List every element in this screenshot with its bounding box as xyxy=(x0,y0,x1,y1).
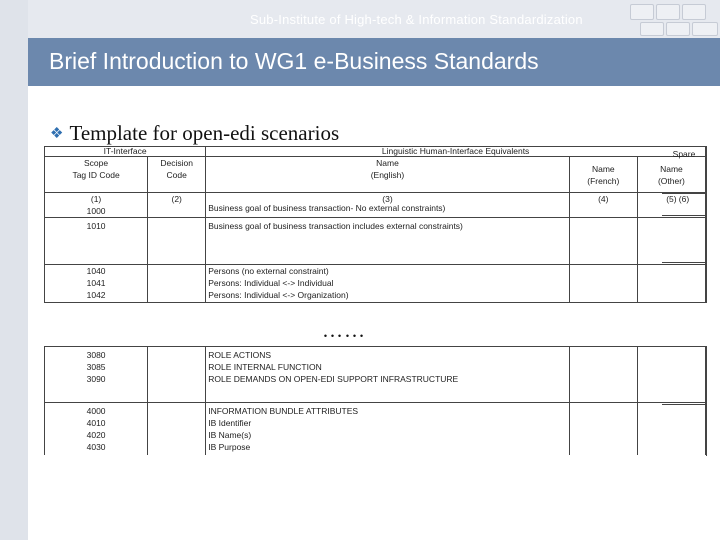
code-cell: 3080 3085 3090 xyxy=(45,347,148,403)
table-row xyxy=(45,193,706,218)
bullet-heading xyxy=(50,121,339,146)
table-subheader-row xyxy=(45,157,706,193)
table-row xyxy=(45,403,706,455)
name-english-header: Name (English) xyxy=(206,157,570,193)
bullet-text: Template for open-edi scenarios xyxy=(69,121,340,145)
french-cell xyxy=(569,265,637,303)
english-cell: Persons (no external constraint) Persons: Individual <-> Individual Persons: Individual <-> Organization) xyxy=(206,265,570,303)
english-cell: Business goal of business transaction includes external constraints) xyxy=(206,218,570,265)
table-row xyxy=(45,265,706,303)
decision-header: Decision Code xyxy=(148,157,206,193)
scenario-template-table xyxy=(44,146,706,303)
decision-cell xyxy=(148,403,206,455)
institute-name: Sub-Institute of High-tech & Information Standardization xyxy=(250,12,583,27)
it-interface-header: IT-Interface xyxy=(45,147,206,157)
spare-header: Spare xyxy=(672,149,696,159)
spare-column-continued xyxy=(662,346,707,456)
slide-title: Brief Introduction to WG1 e-Business Standards xyxy=(49,48,539,74)
french-cell xyxy=(569,403,637,455)
code-cell: 1040 1041 1042 xyxy=(45,265,148,303)
name-french-header: Name (French) xyxy=(569,157,637,193)
left-side-bar xyxy=(0,0,28,540)
other-cell: (5) xyxy=(637,193,705,218)
table-header-row xyxy=(45,147,706,157)
scenario-template-table-continued xyxy=(44,346,706,455)
code-cell: 1010 xyxy=(45,218,148,265)
name-other-header: Name (Other) xyxy=(637,157,705,193)
spare-number: (6) xyxy=(678,194,690,204)
scope-header: Scope Tag ID Code xyxy=(45,157,148,193)
english-cell: (3) Business goal of business transaction- No external constraints) xyxy=(206,193,570,218)
english-cell: ROLE ACTIONS ROLE INTERNAL FUNCTION ROLE DEMANDS ON OPEN-EDI SUPPORT INFRASTRUCTURE xyxy=(206,347,570,403)
diamond-bullet-icon: ❖ xyxy=(50,126,64,142)
french-cell xyxy=(569,218,637,265)
table-row xyxy=(45,347,706,403)
english-cell: INFORMATION BUNDLE ATTRIBUTES IB Identifier IB Name(s) IB Purpose xyxy=(206,403,570,455)
decision-cell xyxy=(148,265,206,303)
decision-cell: (2) xyxy=(148,193,206,218)
code-cell: (1) 1000 xyxy=(45,193,148,218)
decision-cell xyxy=(148,347,206,403)
french-cell xyxy=(569,347,637,403)
linguistic-header: Linguistic Human-Interface Equivalents xyxy=(206,147,706,157)
french-cell: (4) xyxy=(569,193,637,218)
ellipsis: …… xyxy=(322,318,366,342)
code-cell: 4000 4010 4020 4030 xyxy=(45,403,148,455)
spare-column xyxy=(662,146,707,303)
decision-cell xyxy=(148,218,206,265)
table-row xyxy=(45,218,706,265)
